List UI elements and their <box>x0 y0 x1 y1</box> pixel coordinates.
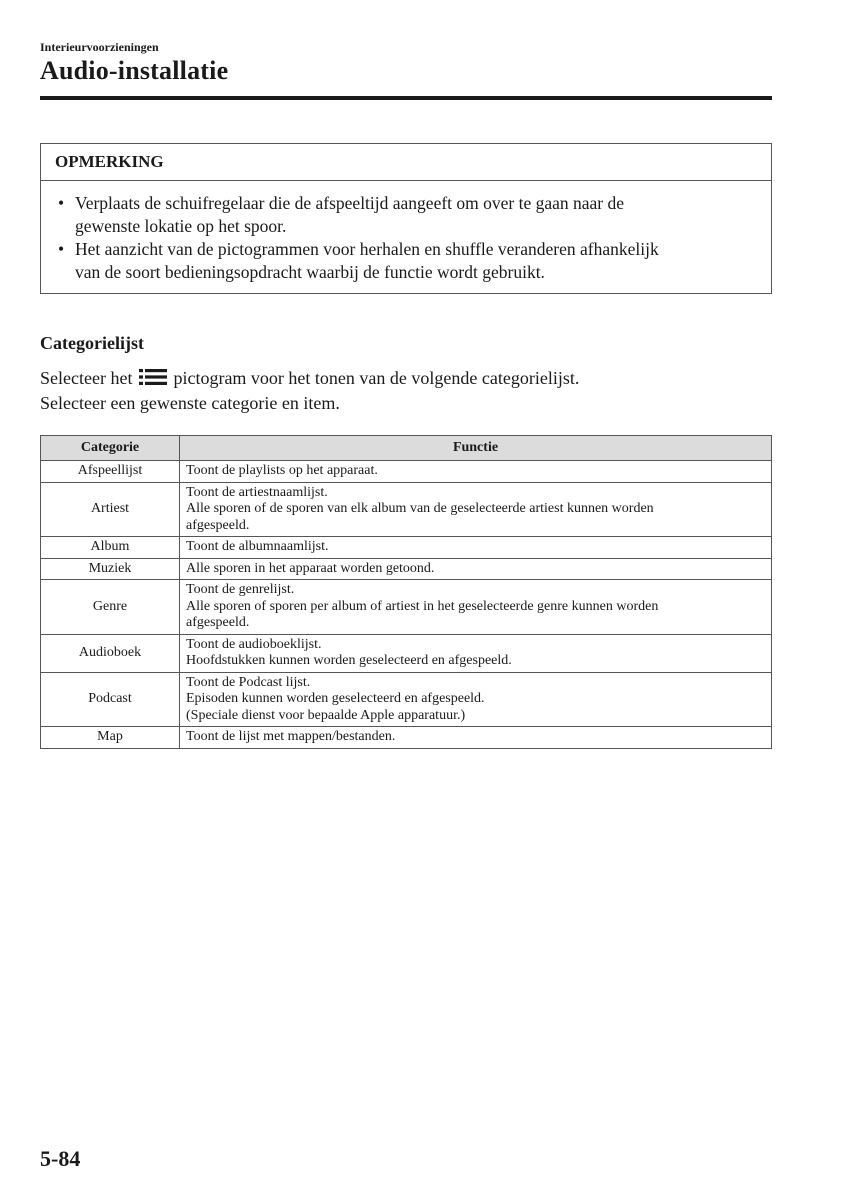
function-cell <box>180 537 772 559</box>
table-row <box>41 580 772 635</box>
function-line: Alle sporen in het apparaat worden getoond. <box>186 560 435 576</box>
page-number: 5-84 <box>40 1146 81 1171</box>
function-cell <box>180 634 772 672</box>
table-row <box>41 727 772 749</box>
bullet-icon: • <box>58 193 65 213</box>
category-cell: Afspeellijst <box>41 461 180 483</box>
function-line: Alle sporen of de sporen van elk album van de geselecteerde artiest kunnen worden <box>186 501 654 516</box>
function-line: Toont de genrelijst. <box>186 582 295 597</box>
note-item-line: Verplaats de schuifregelaar die de afspeeltijd aangeeft om over te gaan naar de <box>75 193 625 213</box>
function-line: Alle sporen of sporen per album of artiest in het geselecteerde genre kunnen worden <box>186 598 659 614</box>
category-cell: Muziek <box>41 558 180 580</box>
note-item-line: Het aanzicht van de pictogrammen voor herhalen en shuffle veranderen afhankelijk <box>75 239 659 259</box>
category-table <box>40 435 772 749</box>
function-line: Toont de audioboeklijst. <box>186 636 322 652</box>
note-item <box>55 192 757 238</box>
intro-text-before: Selecteer het <box>40 368 133 388</box>
function-line: Toont de lijst met mappen/bestanden. <box>186 729 396 744</box>
bullet-icon: • <box>58 239 65 259</box>
table-row <box>41 634 772 672</box>
title-rule <box>40 96 772 100</box>
function-cell <box>180 461 772 483</box>
page-title: Audio-installatie <box>40 56 229 85</box>
function-line: Toont de playlists op het apparaat. <box>186 463 378 478</box>
function-line: (Speciale dienst voor bepaalde Apple apparatuur.) <box>186 707 466 723</box>
category-cell: Artiest <box>41 482 180 537</box>
function-cell <box>180 672 772 727</box>
category-cell: Genre <box>41 580 180 635</box>
category-cell: Podcast <box>41 672 180 727</box>
table-row <box>41 461 772 483</box>
function-line: Toont de Podcast lijst. <box>186 674 311 690</box>
function-line: Toont de artiestnaamlijst. <box>186 484 328 500</box>
intro-text-after: pictogram voor het tonen van de volgende categorielijst. <box>173 368 580 388</box>
note-box <box>40 143 772 294</box>
function-cell <box>180 558 772 580</box>
note-heading: OPMERKING <box>41 144 771 181</box>
column-header-function: Functie <box>180 436 772 461</box>
function-line: afgespeeld. <box>186 517 250 533</box>
table-header-row <box>41 436 772 461</box>
intro-line-2: Selecteer een gewenste categorie en item. <box>40 393 340 413</box>
section-label: Interieurvoorzieningen <box>40 40 159 54</box>
note-item-line: van de soort bedieningsopdracht waarbij de functie wordt gebruikt. <box>75 262 545 282</box>
category-list-heading: Categorielijst <box>40 333 144 353</box>
category-cell: Audioboek <box>41 634 180 672</box>
table-row <box>41 482 772 537</box>
note-body <box>41 181 771 293</box>
function-line: Toont de albumnaamlijst. <box>186 539 329 554</box>
category-cell: Map <box>41 727 180 749</box>
note-item-line: gewenste lokatie op het spoor. <box>75 216 287 236</box>
table-row <box>41 672 772 727</box>
function-line: Episoden kunnen worden geselecteerd en afgespeeld. <box>186 691 485 706</box>
list-icon <box>139 368 167 392</box>
function-cell <box>180 580 772 635</box>
note-item <box>55 238 757 284</box>
function-cell <box>180 482 772 537</box>
function-cell <box>180 727 772 749</box>
category-intro <box>40 367 579 415</box>
column-header-category: Categorie <box>41 436 180 461</box>
table-row <box>41 558 772 580</box>
category-cell: Album <box>41 537 180 559</box>
function-line: afgespeeld. <box>186 615 250 630</box>
table-row <box>41 537 772 559</box>
function-line: Hoofdstukken kunnen worden geselecteerd en afgespeeld. <box>186 653 512 668</box>
